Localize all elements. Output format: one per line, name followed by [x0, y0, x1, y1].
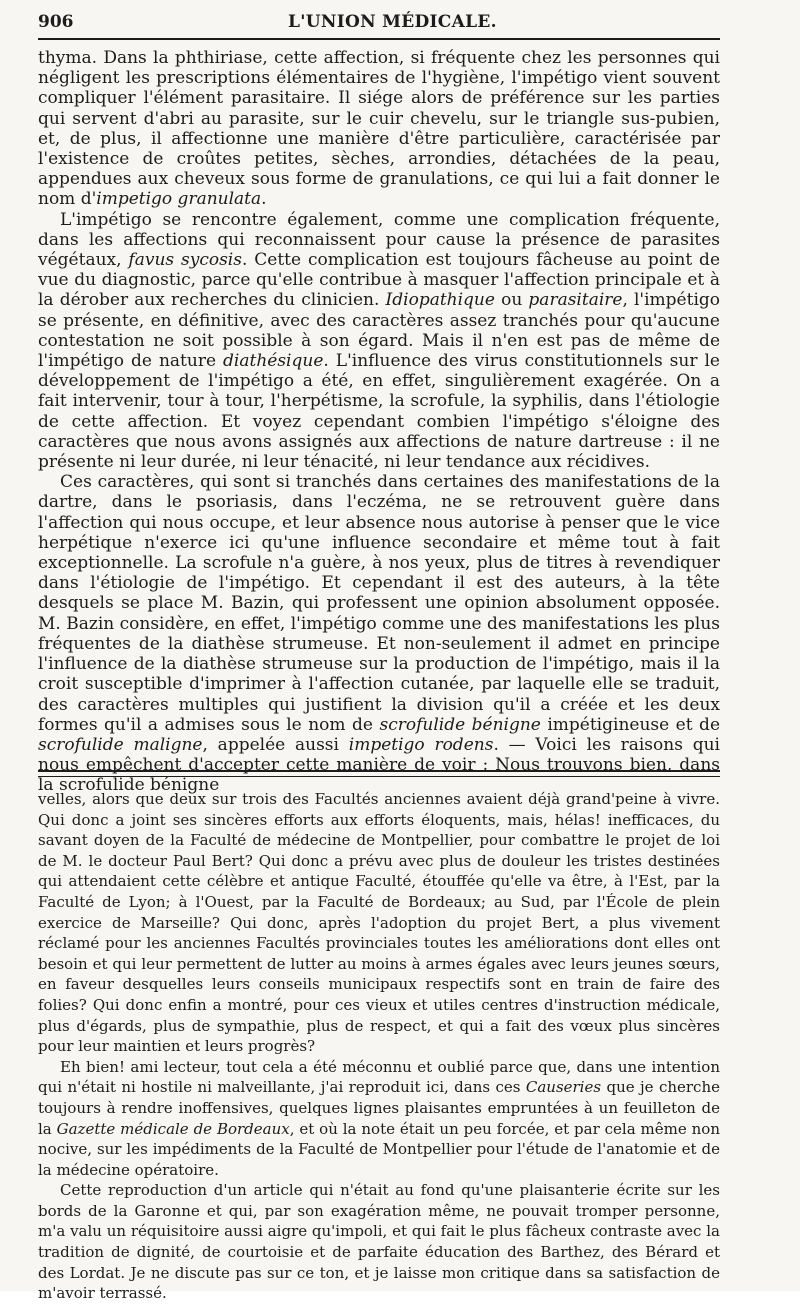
main-article	[38, 48, 720, 796]
feuilleton-separator-thick	[38, 770, 720, 772]
feuilleton-separator-thin	[38, 776, 720, 777]
paragraph-complication: L'impétigo se rencontre également, comme une complication fréquente, dans les affections qui reconnaissent pour cause la présence de parasites végétaux, favus sycosis. Cette complication est toujours fâcheuse au point de vue du diagnostic, parce qu'elle contribue à masquer l'affection principale et à la dérober aux recherches du clinicien. Idiopathique ou parasitaire, l'impétigo se présente, en définitive, avec des caractères assez tranchés pour qu'aucune contestation ne soit possible à son égard. Mais il n'en est pas de même de l'impétigo de nature diathésique. L'influence des virus constitutionnels sur le développement de l'impétigo a été, en effet, singulièrement exagérée. On a fait intervenir, tour à tour, l'herpétisme, la scrofule, la syphilis, dans l'étiologie de cette affection. Et voyez cependant combien l'impétigo s'éloigne des caractères que nous avons assignés aux affections de nature dartreuse : il ne présente ni leur durée, ni leur ténacité, ni leur tendance aux récidives.	[38, 209, 720, 473]
page-number: 906	[38, 12, 74, 32]
feuilleton-paragraph-reproduction: Cette reproduction d'un article qui n'était au fond qu'une plaisanterie écrite sur les bords de la Garonne et qui, par son exagération même, ne pouvait tromper personne, m'a valu un réquisitoire aussi aigre qu'impoli, et qui fait le plus fâcheux contraste avec la tradition de dignité, de courtoisie et de parfaite éducation des Barthez, des Bérard et des Lordat. Je ne discute pas sur ce ton, et je laisse mon critique dans sa satisfaction de m'avoir terrassé.	[38, 1181, 720, 1303]
feuilleton-section	[38, 789, 720, 1304]
feuilleton-paragraph-lecteur: Eh bien! ami lecteur, tout cela a été méconnu et oublié parce que, dans une intention qui n'était ni hostile ni malveillante, j'ai reproduit ici, dans ces Causeries que je cherche toujours à rendre inoffensives, quelques lignes plaisantes empruntées à un feuilleton de la Gazette médicale de Bordeaux, et où la note était un peu forcée, et par cela même non nocive, sur les impédiments de la Faculté de Montpellier pour l'étude de l'anatomie et de la médecine opératoire.	[38, 1057, 720, 1179]
paragraph-phthiriase: thyma. Dans la phthiriase, cette affection, si fréquente chez les personnes qui négligent les prescriptions élémentaires de l'hygiène, l'impétigo vient souvent compliquer l'élément parasitaire. Il siége alors de préférence sur les parties qui servent d'abri au parasite, sur le cuir chevelu, sur le triangle sus-pubien, et, de plus, il affectionne une manière d'être particulière, caractérisée par l'existence de croûtes petites, sèches, arrondies, détachées de la peau, appendues aux cheveux sous forme de granulations, ce qui lui a fait donner le nom d'impetigo granulata.	[38, 48, 720, 210]
journal-title: L'UNION MÉDICALE.	[288, 12, 497, 32]
feuilleton-paragraph-facultes: velles, alors que deux sur trois des Facultés anciennes avaient déjà grand'peine à vivre. Qui donc a joint ses sincères efforts aux efforts éloquents, mais, hélas! inefficaces, du savant doyen de la Faculté de médecine de Montpellier, pour combattre le projet de loi de M. le docteur Paul Bert? Qui donc a prévu avec plus de douleur les tristes destinées qui attendaient cette célèbre et antique Faculté, étouffée qu'elle va être, à l'Est, par la Faculté de Lyon; à l'Ouest, par la Faculté de Bordeaux; au Sud, par l'École de plein exercice de Marseille? Qui donc, après l'adoption du projet Bert, a plus vivement réclamé pour les anciennes Facultés provinciales toutes les améliorations dont elles ont besoin et qui leur permettent de lutter au moins à armes égales avec leurs jeunes sœurs, en faveur desquelles leurs conseils municipaux respectifs sont en train de faire des folies? Qui donc enfin a montré, pour ces vieux et utiles centres d'instruction médicale, plus d'égards, plus de sympathie, plus de respect, et qui a fait des vœux plus sincères pour leur maintien et leurs progrès?	[38, 790, 720, 1056]
paragraph-scrofule: Ces caractères, qui sont si tranchés dans certaines des manifestations de la dartre, dans le psoriasis, dans l'eczéma, ne se retrouvent guère dans l'affection qui nous occupe, et leur absence nous autorise à penser que le vice herpétique n'exerce ici qu'une influence secondaire et même tout à fait exceptionnelle. La scrofule n'a guère, à nos yeux, plus de titres à revendiquer dans l'étiologie de l'impétigo. Et cependant il est des auteurs, à la tête desquels se place M. Bazin, qui professent une opinion absolument opposée. M. Bazin considère, en effet, l'impétigo comme une des manifestations les plus fréquentes de la diathèse strumeuse. Et non-seulement il admet en principe l'influence de la diathèse strumeuse sur la production de l'impétigo, mais il la croit susceptible d'imprimer à l'affection cutanée, par laquelle elle se traduit, des caractères multiples qui justifient la division qu'il a créée et les deux formes qu'il a admises sous le nom de scrofulide bénigne impétigineuse et de scrofulide maligne, appelée aussi impetigo rodens. — Voici les raisons qui nous empêchent d'accepter cette manière de voir : Nous trouvons bien, dans la scrofulide bénigne	[38, 472, 720, 796]
header-rule	[38, 38, 720, 40]
page-header	[38, 6, 720, 36]
